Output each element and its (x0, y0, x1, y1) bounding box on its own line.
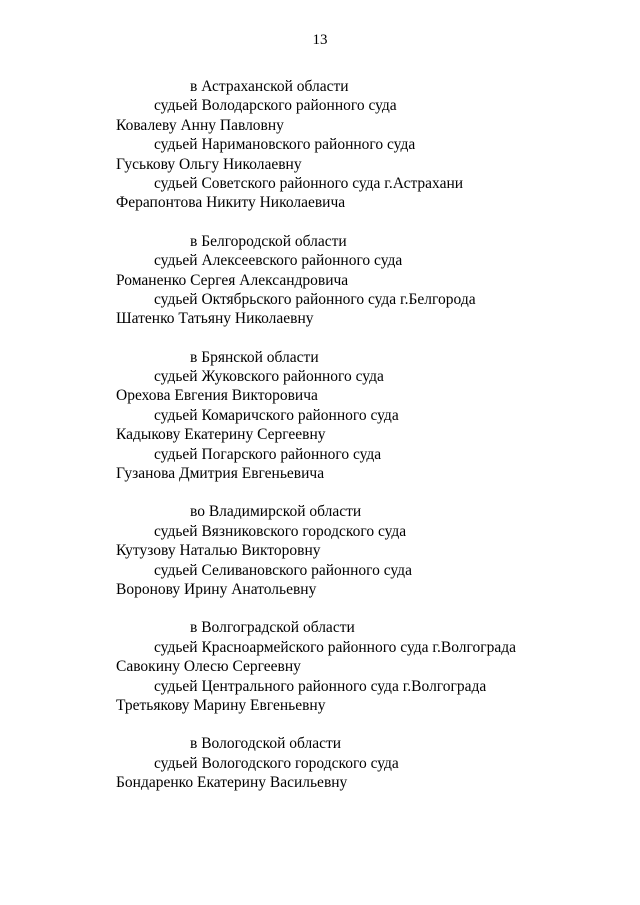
judge-name: Третьякову Марину Евгеньевну (116, 696, 326, 714)
court-line: судьей Наримановского районного суда (154, 136, 416, 154)
court-line: судьей Вязниковского городского суда (154, 522, 407, 540)
judge-name: Ковалеву Анну Павловну (116, 116, 284, 134)
judge-name: Гузанова Дмитрия Евгеньевича (116, 465, 325, 483)
judge-name: Орехова Евгения Викторовича (116, 387, 318, 405)
judge-name: Шатенко Татьяну Николаевну (116, 310, 314, 328)
court-line: судьей Центрального районного суда г.Волгограда (154, 677, 487, 695)
judge-name: Кутузову Наталью Викторовну (116, 542, 321, 560)
court-line: судьей Октябрьского районного суда г.Белгорода (154, 290, 476, 308)
region-heading: в Брянской области (190, 348, 319, 366)
judge-name: Воронову Ирину Анатольевну (116, 580, 317, 598)
region-section-bryansk (116, 348, 626, 484)
court-line: судьей Вологодского городского суда (154, 754, 399, 772)
court-line: судьей Селивановского районного суда (154, 561, 412, 579)
judge-name: Гуськову Ольгу Николаевну (116, 155, 302, 173)
region-section-vologda (116, 734, 626, 792)
region-heading: в Волгоградской области (190, 619, 355, 637)
judge-name: Савокину Олесю Сергеевну (116, 658, 301, 676)
court-line: судьей Алексеевского районного суда (154, 252, 403, 270)
appointments-list (116, 77, 626, 812)
court-line: судьей Жуковского районного суда (154, 368, 384, 386)
court-line: судьей Погарского районного суда (154, 445, 382, 463)
page-number: 13 (312, 32, 328, 48)
judge-name: Бондаренко Екатерину Васильевну (116, 774, 348, 792)
region-section-belgorod (116, 232, 626, 329)
court-line: судьей Советского районного суда г.Астрахани (154, 174, 464, 192)
region-heading: в Вологодской области (190, 735, 342, 753)
judge-name: Кадыкову Екатерину Сергеевну (116, 426, 326, 444)
court-line: судьей Комаричского районного суда (154, 406, 399, 424)
region-section-volgograd (116, 618, 626, 715)
region-heading: в Астраханской области (190, 78, 349, 95)
court-line: судьей Володарского районного суда (154, 97, 397, 115)
region-section-vladimir (116, 502, 626, 599)
judge-name: Ферапонтова Никиту Николаевича (116, 194, 346, 212)
region-section-astrakhan (116, 77, 626, 213)
region-heading: в Белгородской области (190, 232, 347, 250)
judge-name: Романенко Сергея Александровича (116, 271, 349, 289)
region-heading: во Владимирской области (190, 503, 362, 521)
court-line: судьей Красноармейского районного суда г.Волгограда (154, 638, 516, 656)
